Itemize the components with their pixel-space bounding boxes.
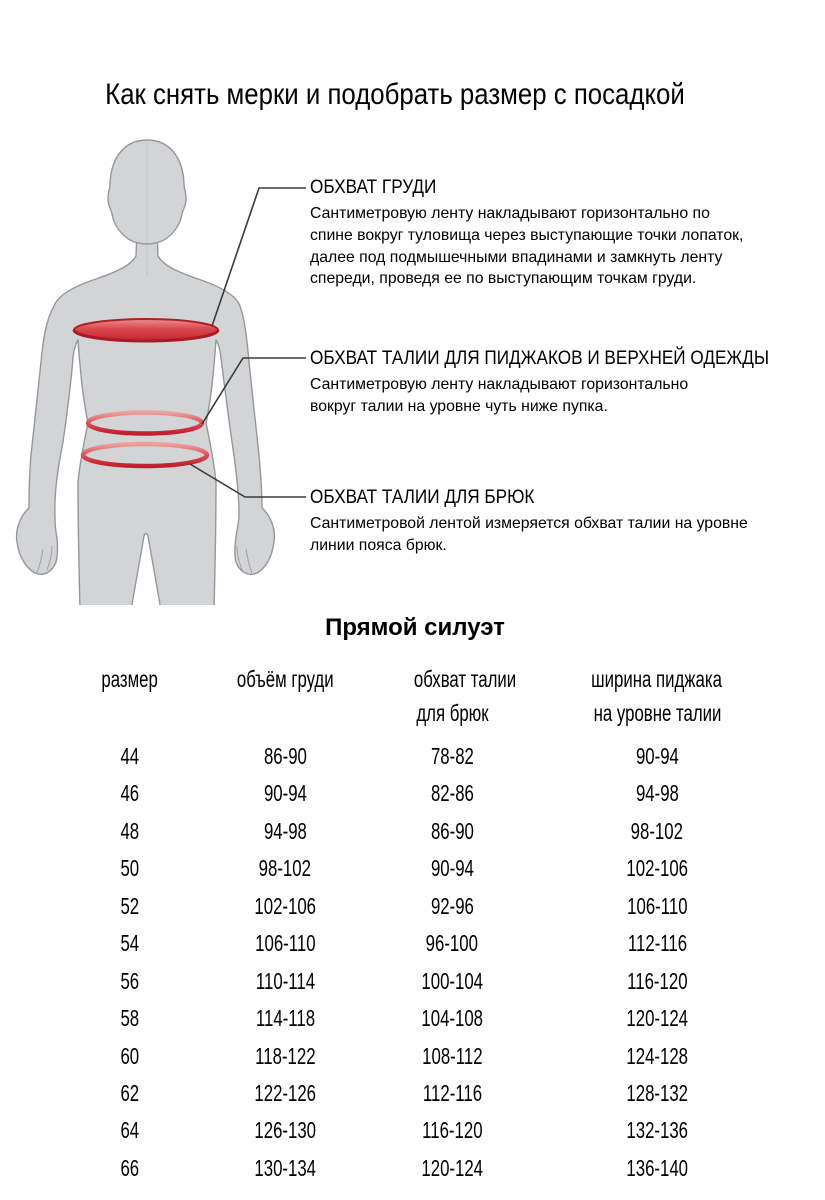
table-cell: 54 (120, 930, 140, 957)
table-cell: 112-116 (627, 930, 687, 957)
table-cell: 56 (120, 967, 140, 994)
table-cell: 98-102 (630, 817, 684, 844)
section-jacket-waist-text (310, 374, 825, 418)
table-row (85, 1000, 805, 1037)
table-cell: 78-82 (430, 743, 474, 769)
table-cell: 124-128 (626, 1042, 688, 1069)
table-cell: 116-120 (626, 967, 688, 994)
table-row (85, 738, 805, 775)
column-header-jacket-width-line2: на уровне талии (593, 700, 721, 726)
table-cell: 130-134 (254, 1154, 316, 1181)
table-cell: 128-132 (626, 1079, 688, 1106)
table-header-row-2 (85, 700, 805, 727)
page-title: Как снять мерки и подобрать размер с посадкой (105, 78, 685, 111)
section-jacket-waist-label: ОБХВАТ ТАЛИИ ДЛЯ ПИДЖАКОВ И ВЕРХНЕЙ ОДЕЖДЫ (310, 347, 770, 369)
table-cell: 102-106 (254, 892, 316, 919)
table-cell: 116-120 (421, 1117, 483, 1144)
hand-finger-lines (37, 546, 252, 573)
table-cell: 106-110 (626, 892, 688, 919)
table-cell: 114-118 (255, 1005, 315, 1032)
table-cell: 118-122 (254, 1042, 316, 1069)
section-chest (310, 175, 743, 290)
column-header-size: размер (101, 666, 159, 692)
table-cell: 90-94 (430, 855, 474, 882)
column-header-size-line2 (85, 700, 175, 727)
text-line: Сантиметровую ленту накладывают горизонтально по (310, 205, 710, 222)
column-header-chest: объём груди (236, 666, 334, 692)
table-cell: 64 (120, 1117, 140, 1144)
table-cell: 126-130 (254, 1117, 316, 1144)
table-cell: 66 (120, 1154, 140, 1181)
table-cell: 82-86 (430, 780, 474, 807)
section-jacket-waist (310, 346, 825, 418)
section-trouser-waist-text (310, 513, 748, 557)
table-row (85, 1112, 805, 1149)
table-header-row-1 (85, 666, 805, 693)
table-title: Прямой силуэт (325, 614, 505, 641)
table-cell: 58 (120, 1005, 140, 1032)
table-cell: 108-112 (421, 1042, 483, 1069)
column-header-jacket-width: ширина пиджака (591, 666, 723, 692)
table-row (85, 775, 805, 812)
table-cell: 60 (120, 1042, 140, 1069)
table-cell: 92-96 (430, 892, 474, 919)
table-row (85, 925, 805, 962)
section-trouser-waist (310, 485, 748, 557)
table-row (85, 813, 805, 850)
table-cell: 136-140 (626, 1154, 688, 1181)
section-chest-text (310, 203, 743, 290)
table-cell: 86-90 (263, 743, 307, 769)
section-chest-label: ОБХВАТ ГРУДИ (310, 176, 437, 198)
table-cell: 90-94 (263, 780, 307, 807)
measurement-figure (0, 130, 310, 605)
table-cell: 90-94 (635, 743, 679, 769)
text-line: Сантиметровой лентой измеряется обхват талии на уровне (310, 515, 748, 532)
table-row (85, 850, 805, 887)
table-cell: 120-124 (421, 1154, 483, 1181)
text-line: спине вокруг туловища через выступающие точки лопаток, (310, 226, 744, 244)
table-row (85, 1038, 805, 1075)
table-cell: 120-124 (626, 1005, 688, 1032)
column-header-waist: обхват талии (413, 666, 517, 692)
table-cell: 52 (120, 892, 140, 919)
table-cell: 94-98 (263, 817, 307, 844)
section-trouser-waist-label: ОБХВАТ ТАЛИИ ДЛЯ БРЮК (310, 486, 535, 508)
body-silhouette (17, 228, 275, 605)
table-cell: 44 (120, 743, 140, 769)
column-header-chest-line2 (175, 700, 395, 727)
table-cell: 46 (120, 780, 140, 807)
table-cell: 98-102 (258, 855, 312, 882)
table-cell: 86-90 (430, 817, 474, 844)
table-row (85, 1150, 805, 1187)
table-cell: 122-126 (254, 1079, 316, 1106)
text-line: спереди, проведя ее по выступающим точкам груди. (310, 270, 697, 288)
size-table-body (85, 738, 805, 1187)
table-cell: 132-136 (626, 1117, 688, 1144)
table-cell: 112-116 (422, 1079, 482, 1106)
table-cell: 104-108 (421, 1005, 483, 1032)
table-row (85, 963, 805, 1000)
table-cell: 96-100 (425, 930, 479, 957)
table-row (85, 888, 805, 925)
table-cell: 100-104 (421, 967, 483, 994)
table-cell: 62 (120, 1079, 140, 1106)
table-cell: 106-110 (254, 930, 316, 957)
table-cell: 50 (120, 855, 140, 882)
table-cell: 102-106 (626, 855, 688, 882)
text-line: линии пояса брюк. (310, 536, 447, 554)
table-row (85, 1075, 805, 1112)
column-header-waist-line2: для брюк (415, 700, 489, 726)
table-cell: 94-98 (635, 780, 679, 807)
text-line: Сантиметровую ленту накладывают горизонтально (310, 376, 689, 393)
table-cell: 48 (120, 817, 140, 844)
text-line: вокруг талии на уровне чуть ниже пупка. (310, 397, 608, 415)
text-line: далее под подмышечными впадинами и замкнуть ленту (310, 248, 723, 266)
table-cell: 110-114 (255, 967, 315, 994)
